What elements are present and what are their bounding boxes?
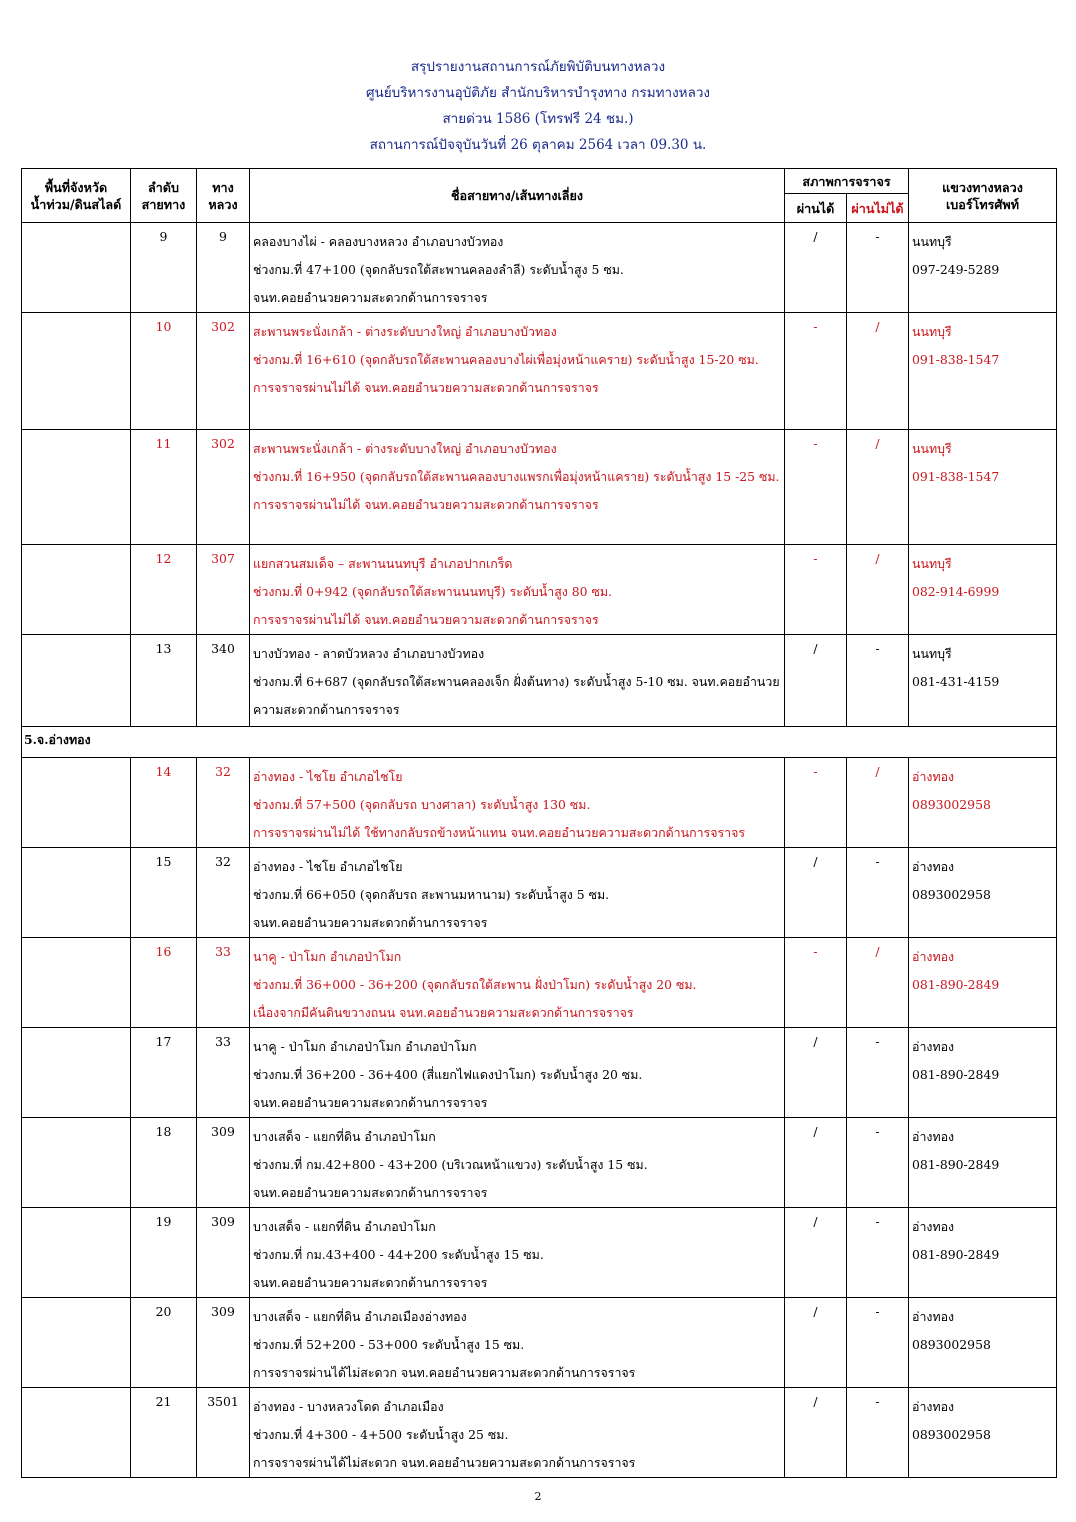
route-cell — [250, 1388, 785, 1478]
route-segment: ช่วงกม.ที่ 66+050 (จุดกลับรถ สะพานมหานาม) ระดับน้ำสูง 5 ซม. — [253, 887, 610, 902]
route-name: นาคู - ป่าโมก อำเภอป่าโมก — [253, 949, 402, 964]
pass-cell: / — [785, 1298, 847, 1388]
route-cell — [250, 938, 785, 1028]
pass-cell: / — [785, 1388, 847, 1478]
route-note: เนื่องจากมีคันดินขวางถนน จนท.คอยอำนวยความสะดวกด้านการจราจร — [253, 1005, 634, 1020]
district-phone: 091-838-1547 — [912, 352, 1000, 367]
table-row — [22, 758, 1057, 848]
route-cell — [250, 1028, 785, 1118]
highway-cell: 307 — [197, 545, 250, 635]
table-row — [22, 635, 1057, 727]
route-name: บางเสด็จ - แยกที่ดิน อำเภอป่าโมก — [253, 1219, 436, 1234]
col-highway-line2: หลวง — [208, 196, 238, 212]
district-name: อ่างทอง — [912, 1039, 955, 1054]
route-segment: ช่วงกม.ที่ กม.42+800 - 43+200 (บริเวณหน้าแขวง) ระดับน้ำสูง 15 ซม. — [253, 1157, 648, 1172]
district-cell — [909, 938, 1057, 1028]
route-note: จนท.คอยอำนวยความสะดวกด้านการจราจร — [253, 915, 488, 930]
table-row — [22, 1298, 1057, 1388]
district-cell — [909, 758, 1057, 848]
highway-cell: 3501 — [197, 1388, 250, 1478]
route-note: การจราจรผ่านไม่ได้ จนท.คอยอำนวยความสะดวกด้านการจราจร — [253, 497, 599, 512]
district-phone: 081-890-2849 — [912, 1247, 1000, 1262]
report-header — [0, 54, 1076, 158]
seq-cell: 15 — [131, 848, 197, 938]
province-section — [22, 727, 1057, 758]
route-name: นาคู - ป่าโมก อำเภอป่าโมก อำเภอป่าโมก — [253, 1039, 477, 1054]
col-area — [22, 169, 131, 223]
highway-cell: 32 — [197, 758, 250, 848]
area-cell — [22, 1298, 131, 1388]
col-nopass: ผ่านไม่ได้ — [847, 194, 909, 223]
col-seq-line2: สายทาง — [141, 196, 186, 212]
district-cell — [909, 430, 1057, 545]
district-cell — [909, 1118, 1057, 1208]
route-segment: ช่วงกม.ที่ 47+100 (จุดกลับรถใต้สะพานคลองลำลี) ระดับน้ำสูง 5 ซม. — [253, 262, 624, 277]
route-cell — [250, 1298, 785, 1388]
area-cell — [22, 1028, 131, 1118]
col-area-line2: น้ำท่วม/ดินสไลด์ — [30, 196, 122, 212]
col-district — [909, 169, 1057, 223]
col-seq — [131, 169, 197, 223]
pass-cell: / — [785, 1118, 847, 1208]
seq-cell: 12 — [131, 545, 197, 635]
district-phone: 081-890-2849 — [912, 1067, 1000, 1082]
highway-cell: 309 — [197, 1208, 250, 1298]
route-note: การจราจรผ่านไม่ได้ ใช้ทางกลับรถข้างหน้าแทน จนท.คอยอำนวยความสะดวกด้านการจราจร — [253, 825, 745, 840]
district-phone: 081-890-2849 — [912, 977, 1000, 992]
route-cell — [250, 635, 785, 727]
pass-cell: / — [785, 848, 847, 938]
route-note: จนท.คอยอำนวยความสะดวกด้านการจราจร — [253, 1275, 488, 1290]
header-row — [22, 169, 1057, 194]
highway-cell: 340 — [197, 635, 250, 727]
district-phone: 082-914-6999 — [912, 584, 1000, 599]
pass-cell: - — [785, 938, 847, 1028]
district-cell — [909, 313, 1057, 430]
district-cell — [909, 545, 1057, 635]
route-name: บางบัวทอง - ลาดบัวหลวง อำเภอบางบัวทอง — [253, 646, 485, 661]
district-cell — [909, 635, 1057, 727]
district-name: นนทบุรี — [912, 556, 952, 571]
nopass-cell: / — [847, 430, 909, 545]
route-cell — [250, 545, 785, 635]
route-note: จนท.คอยอำนวยความสะดวกด้านการจราจร — [253, 1095, 488, 1110]
route-segment: ช่วงกม.ที่ 0+942 (จุดกลับรถใต้สะพานนนทบุรี) ระดับน้ำสูง 80 ซม. — [253, 584, 612, 599]
seq-cell: 14 — [131, 758, 197, 848]
table-row — [22, 1118, 1057, 1208]
route-name: สะพานพระนั่งเกล้า - ต่างระดับบางใหญ่ อำเภอบางบัวทอง — [253, 441, 557, 456]
district-name: นนทบุรี — [912, 441, 952, 456]
route-note: จนท.คอยอำนวยความสะดวกด้านการจราจร — [253, 290, 488, 305]
disaster-report-table — [21, 168, 1057, 1478]
district-name: อ่างทอง — [912, 949, 955, 964]
route-cell — [250, 848, 785, 938]
area-cell — [22, 635, 131, 727]
route-segment: ช่วงกม.ที่ 36+200 - 36+400 (สี่แยกไฟแดงป่าโมก) ระดับน้ำสูง 20 ซม. — [253, 1067, 643, 1082]
table-row — [22, 430, 1057, 545]
route-note: การจราจรผ่านไม่ได้ จนท.คอยอำนวยความสะดวกด้านการจราจร — [253, 380, 599, 395]
route-note: ความสะดวกด้านการจราจร — [253, 702, 400, 717]
table-row — [22, 313, 1057, 430]
district-name: อ่างทอง — [912, 769, 955, 784]
route-note: การจราจรผ่านไม่ได้ จนท.คอยอำนวยความสะดวกด้านการจราจร — [253, 612, 599, 627]
col-traffic: สภาพการจราจร — [785, 169, 909, 194]
highway-cell: 302 — [197, 313, 250, 430]
highway-cell: 33 — [197, 938, 250, 1028]
table-row — [22, 545, 1057, 635]
route-cell — [250, 223, 785, 313]
district-cell — [909, 223, 1057, 313]
area-cell — [22, 545, 131, 635]
pass-cell: - — [785, 313, 847, 430]
route-name: บางเสด็จ - แยกที่ดิน อำเภอป่าโมก — [253, 1129, 436, 1144]
report-hotline: สายด่วน 1586 (โทรฟรี 24 ชม.) — [442, 111, 634, 127]
page-number: 2 — [534, 1490, 542, 1503]
route-note: การจราจรผ่านได้ไม่สะดวก จนท.คอยอำนวยความสะดวกด้านการจราจร — [253, 1455, 636, 1470]
route-cell — [250, 758, 785, 848]
district-name: อ่างทอง — [912, 1219, 955, 1234]
report-title: สรุปรายงานสถานการณ์ภัยพิบัติบนทางหลวง — [410, 59, 666, 75]
area-cell — [22, 848, 131, 938]
pass-cell: / — [785, 223, 847, 313]
route-segment: ช่วงกม.ที่ 52+200 - 53+000 ระดับน้ำสูง 15 ซม. — [253, 1337, 525, 1352]
district-name: อ่างทอง — [912, 1309, 955, 1324]
table-row — [22, 938, 1057, 1028]
route-segment: ช่วงกม.ที่ 16+950 (จุดกลับรถใต้สะพานคลองบางแพรกเพื่อมุ่งหน้าแคราย) ระดับน้ำสูง 15 -25 ซม. — [253, 469, 780, 484]
col-district-line2: เบอร์โทรศัพท์ — [945, 196, 1020, 212]
seq-cell: 17 — [131, 1028, 197, 1118]
nopass-cell: / — [847, 938, 909, 1028]
seq-cell: 11 — [131, 430, 197, 545]
district-cell — [909, 1208, 1057, 1298]
district-phone: 0893002958 — [912, 1337, 991, 1352]
route-segment: ช่วงกม.ที่ 6+687 (จุดกลับรถใต้สะพานคลองเจ็ก ฝั่งต้นทาง) ระดับน้ำสูง 5-10 ซม. จนท.คอยอำนวย — [253, 674, 780, 689]
nopass-cell: - — [847, 1298, 909, 1388]
district-phone: 081-890-2849 — [912, 1157, 1000, 1172]
area-cell — [22, 758, 131, 848]
route-segment: ช่วงกม.ที่ 16+610 (จุดกลับรถใต้สะพานคลองบางไผ่เพื่อมุ่งหน้าแคราย) ระดับน้ำสูง 15-20 ซม. — [253, 352, 759, 367]
route-name: แยกสวนสมเด็จ – สะพานนนทบุรี อำเภอปากเกร็ด — [253, 556, 513, 571]
pass-cell: / — [785, 1208, 847, 1298]
district-name: อ่างทอง — [912, 1129, 955, 1144]
route-cell — [250, 313, 785, 430]
nopass-cell: / — [847, 313, 909, 430]
seq-cell: 19 — [131, 1208, 197, 1298]
area-cell — [22, 938, 131, 1028]
province-row — [22, 727, 1057, 758]
route-note: การจราจรผ่านได้ไม่สะดวก จนท.คอยอำนวยความสะดวกด้านการจราจร — [253, 1365, 636, 1380]
col-seq-line1: ลำดับ — [148, 179, 179, 195]
route-name: อ่างทอง - ไชโย อำเภอไชโย — [253, 769, 403, 784]
nopass-cell: - — [847, 1118, 909, 1208]
route-segment: ช่วงกม.ที่ กม.43+400 - 44+200 ระดับน้ำสูง 15 ซม. — [253, 1247, 544, 1262]
route-segment: ช่วงกม.ที่ 36+000 - 36+200 (จุดกลับรถใต้สะพาน ฝั่งป่าโมก) ระดับน้ำสูง 20 ซม. — [253, 977, 697, 992]
route-name: บางเสด็จ - แยกที่ดิน อำเภอเมืองอ่างทอง — [253, 1309, 467, 1324]
district-name: อ่างทอง — [912, 1399, 955, 1414]
district-cell — [909, 848, 1057, 938]
seq-cell: 18 — [131, 1118, 197, 1208]
table-row — [22, 223, 1057, 313]
district-phone: 0893002958 — [912, 1427, 991, 1442]
nopass-cell: - — [847, 223, 909, 313]
district-name: นนทบุรี — [912, 324, 952, 339]
district-phone: 0893002958 — [912, 887, 991, 902]
col-area-line1: พื้นที่จังหวัด — [44, 179, 108, 195]
seq-cell: 21 — [131, 1388, 197, 1478]
pass-cell: / — [785, 1028, 847, 1118]
route-name: อ่างทอง - ไชโย อำเภอไชโย — [253, 859, 403, 874]
table-row — [22, 1028, 1057, 1118]
highway-cell: 33 — [197, 1028, 250, 1118]
route-cell — [250, 430, 785, 545]
table-row — [22, 1388, 1057, 1478]
highway-cell: 309 — [197, 1298, 250, 1388]
district-name: อ่างทอง — [912, 859, 955, 874]
district-cell — [909, 1388, 1057, 1478]
area-cell — [22, 223, 131, 313]
table-row — [22, 848, 1057, 938]
area-cell — [22, 1388, 131, 1478]
pass-cell: - — [785, 430, 847, 545]
report-organization: ศูนย์บริหารงานอุบัติภัย สำนักบริหารบำรุงทาง กรมทางหลวง — [365, 85, 711, 101]
rows-group-nonthaburi — [22, 223, 1057, 727]
route-name: คลองบางไผ่ - คลองบางหลวง อำเภอบางบัวทอง — [253, 234, 504, 249]
col-district-line1: แขวงทางหลวง — [942, 179, 1023, 195]
col-highway — [197, 169, 250, 223]
district-cell — [909, 1298, 1057, 1388]
seq-cell: 16 — [131, 938, 197, 1028]
area-cell — [22, 1208, 131, 1298]
district-phone: 097-249-5289 — [912, 262, 1000, 277]
highway-cell: 9 — [197, 223, 250, 313]
nopass-cell: - — [847, 1208, 909, 1298]
pass-cell: - — [785, 758, 847, 848]
seq-cell: 20 — [131, 1298, 197, 1388]
area-cell — [22, 313, 131, 430]
route-note: จนท.คอยอำนวยความสะดวกด้านการจราจร — [253, 1185, 488, 1200]
seq-cell: 9 — [131, 223, 197, 313]
district-name: นนทบุรี — [912, 646, 952, 661]
seq-cell: 13 — [131, 635, 197, 727]
district-phone: 0893002958 — [912, 797, 991, 812]
route-cell — [250, 1118, 785, 1208]
route-segment: ช่วงกม.ที่ 4+300 - 4+500 ระดับน้ำสูง 25 ซม. — [253, 1427, 509, 1442]
nopass-cell: - — [847, 848, 909, 938]
district-name: นนทบุรี — [912, 234, 952, 249]
rows-group-angthong — [22, 758, 1057, 1478]
route-segment: ช่วงกม.ที่ 57+500 (จุดกลับรถ บางศาลา) ระดับน้ำสูง 130 ซม. — [253, 797, 591, 812]
district-cell — [909, 1028, 1057, 1118]
route-name: สะพานพระนั่งเกล้า - ต่างระดับบางใหญ่ อำเภอบางบัวทอง — [253, 324, 557, 339]
nopass-cell: - — [847, 1388, 909, 1478]
highway-cell: 32 — [197, 848, 250, 938]
nopass-cell: / — [847, 758, 909, 848]
nopass-cell: - — [847, 635, 909, 727]
col-highway-line1: ทาง — [212, 179, 234, 195]
nopass-cell: - — [847, 1028, 909, 1118]
highway-cell: 302 — [197, 430, 250, 545]
nopass-cell: / — [847, 545, 909, 635]
route-cell — [250, 1208, 785, 1298]
highway-cell: 309 — [197, 1118, 250, 1208]
district-phone: 081-431-4159 — [912, 674, 1000, 689]
col-pass: ผ่านได้ — [785, 194, 847, 223]
report-date: สถานการณ์ปัจจุบันวันที่ 26 ตุลาคม 2564 เวลา 09.30 น. — [369, 137, 707, 153]
table-row — [22, 1208, 1057, 1298]
seq-cell: 10 — [131, 313, 197, 430]
route-name: อ่างทอง - บางหลวงโดด อำเภอเมือง — [253, 1399, 444, 1414]
pass-cell: / — [785, 635, 847, 727]
col-route: ชื่อสายทาง/เส้นทางเลี่ยง — [250, 169, 785, 223]
district-phone: 091-838-1547 — [912, 469, 1000, 484]
province-label: 5.จ.อ่างทอง — [22, 727, 1057, 758]
area-cell — [22, 430, 131, 545]
pass-cell: - — [785, 545, 847, 635]
area-cell — [22, 1118, 131, 1208]
